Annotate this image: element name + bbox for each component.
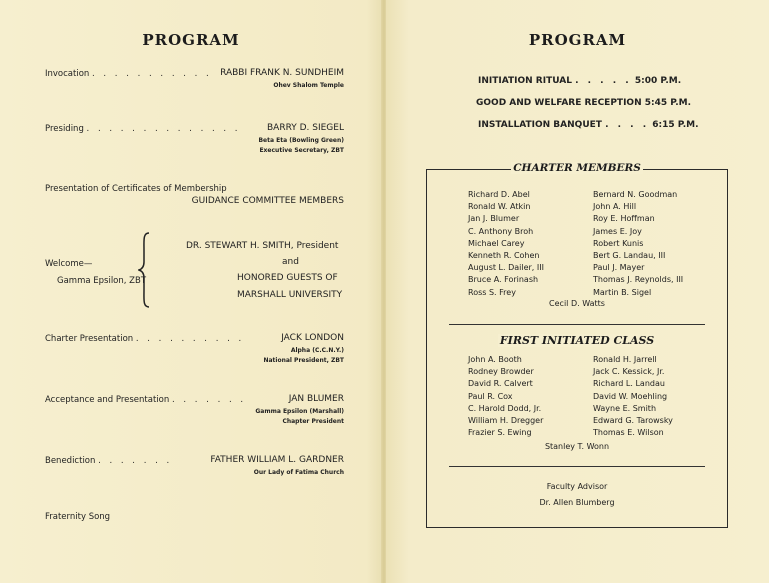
schedule-item: INSTALLATION BANQUET . . . . 6:15 P.M. <box>478 120 699 130</box>
list-item: Rodney Browder <box>468 367 534 377</box>
left-program-title: PROGRAM <box>142 31 240 49</box>
welcome-and: and <box>282 257 299 267</box>
right-page <box>386 0 769 583</box>
list-item: Paul J. Mayer <box>593 263 645 273</box>
list-item: Richard D. Abel <box>468 190 530 199</box>
certificates-label: Presentation of Certificates of Membership <box>45 184 227 194</box>
list-item: Kenneth R. Cohen <box>468 251 540 261</box>
divider <box>449 466 705 467</box>
left-page <box>0 0 382 583</box>
initiated-left-column <box>468 354 543 439</box>
list-item: John A. Hill <box>593 202 637 212</box>
right-program-title: PROGRAM <box>528 31 627 49</box>
first-initiated-heading: FIRST INITIATED CLASS <box>499 334 655 347</box>
list-item: Paul R. Cox <box>468 391 513 401</box>
charter-members-last: Cecil D. Watts <box>549 299 605 308</box>
list-item: Bert G. Landau, III <box>593 251 666 261</box>
charter-members-right-column <box>593 189 683 299</box>
list-item: Roy E. Hoffman <box>593 214 655 224</box>
fraternity-song-label: Fraternity Song <box>45 512 111 522</box>
invocation-name: RABBI FRANK N. SUNDHEIM <box>220 68 344 78</box>
list-item: August L. Dailer, III <box>468 263 544 273</box>
charter-sub-2: National President, ZBT <box>263 357 344 364</box>
list-item: Jan J. Blumer <box>468 214 520 224</box>
list-item: Thomas E. Wilson <box>593 428 664 438</box>
initiated-last: Stanley T. Wonn <box>544 442 610 451</box>
list-item: Richard L. Landau <box>593 379 665 389</box>
benediction-label: Benediction . . . . . . . <box>45 456 173 466</box>
list-item: Frazier S. Ewing <box>468 428 532 438</box>
benediction-sub: Our Lady of Fatima Church <box>253 469 344 476</box>
list-item: John A. Booth <box>468 355 522 364</box>
list-item: Robert Kunis <box>593 238 644 248</box>
list-item: Ronald H. Jarrell <box>593 355 657 364</box>
charter-sub-1: Alpha (C.C.N.Y.) <box>290 347 344 354</box>
list-item: Bernard N. Goodman <box>593 190 678 199</box>
list-item: James E. Joy <box>593 226 642 236</box>
welcome-name-3: MARSHALL UNIVERSITY <box>237 290 343 300</box>
presiding-label: Presiding . . . . . . . . . . . . . . <box>45 124 241 134</box>
presiding-sub-2: Executive Secretary, ZBT <box>259 147 344 154</box>
presiding-name: BARRY D. SIEGEL <box>266 123 344 133</box>
invocation-label: Invocation . . . . . . . . . . . <box>45 69 212 79</box>
list-item: Bruce A. Forinash <box>468 275 539 285</box>
welcome-sub-label: Gamma Epsilon, ZBT <box>57 276 147 286</box>
schedule-item: GOOD AND WELFARE RECEPTION 5:45 P.M. <box>476 98 692 108</box>
welcome-label: Welcome— <box>45 259 93 269</box>
list-item: Edward G. Tarowsky <box>593 416 673 426</box>
list-item: William H. Dregger <box>468 416 544 426</box>
list-item: Martin B. Sigel <box>593 287 652 297</box>
welcome-name-2: HONORED GUESTS OF <box>237 273 338 283</box>
welcome-name-1: DR. STEWART H. SMITH, President <box>186 241 339 251</box>
acceptance-sub-1: Gamma Epsilon (Marshall) <box>255 408 344 415</box>
charter-members-heading: CHARTER MEMBERS <box>513 162 641 174</box>
members-box <box>426 162 728 528</box>
schedule-item: INITIATION RITUAL . . . . . 5:00 P.M. <box>478 76 682 86</box>
list-item: David R. Calvert <box>468 379 533 389</box>
list-item: C. Harold Dodd, Jr. <box>468 403 542 413</box>
list-item: David W. Moehling <box>593 391 668 401</box>
invocation-sub: Ohev Shalom Temple <box>273 82 344 89</box>
list-item: Thomas J. Reynolds, III <box>593 275 684 285</box>
charter-members-left-column <box>468 189 544 299</box>
initiated-right-column <box>593 354 673 439</box>
acceptance-label: Acceptance and Presentation . . . . . . . <box>45 395 247 405</box>
faculty-advisor-label: Faculty Advisor <box>546 482 608 491</box>
list-item: C. Anthony Broh <box>468 226 534 236</box>
charter-name: JACK LONDON <box>281 333 344 343</box>
list-item: Jack C. Kessick, Jr. <box>593 367 665 377</box>
list-item: Ross S. Frey <box>468 287 516 297</box>
curly-brace-icon <box>138 232 152 308</box>
list-item: Ronald W. Atkin <box>468 202 531 212</box>
list-item: Michael Carey <box>468 238 525 248</box>
acceptance-sub-2: Chapter President <box>282 418 344 425</box>
list-item: Wayne E. Smith <box>593 403 657 413</box>
divider <box>449 324 705 325</box>
certificates-name: GUIDANCE COMMITTEE MEMBERS <box>191 196 344 206</box>
benediction-name: FATHER WILLIAM L. GARDNER <box>210 455 344 465</box>
faculty-advisor-name: Dr. Allen Blumberg <box>539 498 615 507</box>
charter-label: Charter Presentation . . . . . . . . . . <box>45 334 245 344</box>
presiding-sub-1: Beta Eta (Bowling Green) <box>258 137 344 144</box>
acceptance-name: JAN BLUMER <box>288 394 344 404</box>
